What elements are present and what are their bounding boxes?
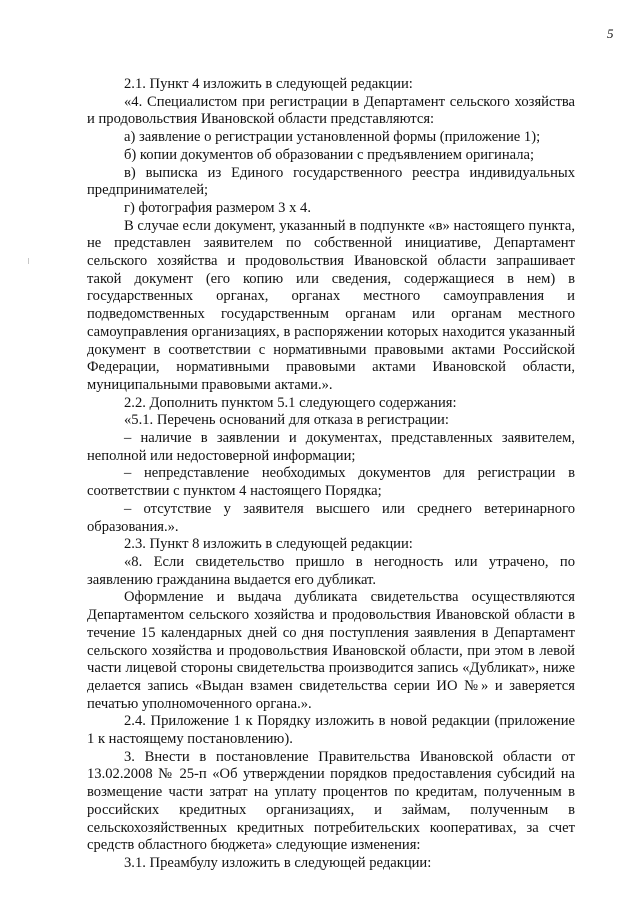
paragraph-2-1: 2.1. Пункт 4 изложить в следующей редакции: [124, 76, 413, 92]
paragraph-2-2: 2.2. Дополнить пунктом 5.1 следующего содержания: [124, 394, 457, 411]
list-item-v: в) выписка из Единого государственного реестра индивидуальных предпринимателей; [87, 164, 575, 199]
paragraph-item-5-1: «5.1. Перечень оснований для отказа в регистрации: [124, 412, 449, 429]
paragraph-item-8: «8. Если свидетельство пришло в негодность или утрачено, по заявлению гражданина выдается его дубликат. [87, 553, 575, 588]
paragraph-2-3: 2.3. Пункт 8 изложить в следующей редакции: [124, 536, 413, 553]
list-item-g: г) фотография размером 3 х 4. [124, 199, 312, 216]
refusal-reason-3: – отсутствие у заявителя высшего или среднего ветеринарного образования.». [87, 500, 575, 535]
list-item-b: б) копии документов об образовании с предъявлением оригинала; [124, 146, 535, 163]
paragraph-request-procedure: В случае если документ, указанный в подпункте «в» настоящего пункта, не представлен заявителем по собственной инициативе, Департамент сельского хозяйства и продовольствия Ивановской области запрашивает такой документ (его копию или сведения, содержащиеся в нем) в государственных органах, органах местного самоуправления и подведомственных государственным органам или органам местного самоуправления организациях, в распоряжении которых находится указанный документ в соответствии с нормативными правовыми актами Российской Федерации, нормативными правовыми актами Ивановской области, муниципальными правовыми актами.». [87, 217, 575, 393]
refusal-reason-2: – непредставление необходимых документов для регистрации в соответствии с пунктом 4 настоящего Порядка; [87, 465, 575, 500]
list-item-a: а) заявление о регистрации установленной формы (приложение 1); [124, 129, 541, 146]
paragraph-duplicate-issue: Оформление и выдача дубликата свидетельства осуществляются Департаментом сельского хозяйства и продовольствия Ивановской области в течение 15 календарных дней со дня поступления заявления в Департамент сельского хозяйства и продовольствия Ивановской области, при этом в левой части лицевой стороны свидетельства производится запись «Дубликат», ниже делается запись «Выдан взамен свидетельства серии ИО №» и заверяется печатью уполномоченного органа.». [87, 589, 575, 712]
margin-mark [28, 258, 29, 264]
paragraph-2-4: 2.4. Приложение 1 к Порядку изложить в новой редакции (приложение 1 к настоящему постановлению). [87, 713, 575, 748]
paragraph-3: 3. Внести в постановление Правительства Ивановской области от 13.02.2008 № 25-п «Об утверждении порядков предоставления субсидий на возмещение части затрат на уплату процентов по кредитам, полученным в российских кредитных организациях, и займам, полученным в сельскохозяйственных кредитных потребительских кооперативах, за счет средств областного бюджета» следующие изменения: [87, 748, 575, 854]
paragraph-3-1: 3.1. Преамбулу изложить в следующей редакции: [124, 854, 432, 871]
document-body [87, 76, 575, 873]
paragraph-item-4: «4. Специалистом при регистрации в Департамент сельского хозяйства и продовольствия Ивановской области представляются: [87, 93, 575, 128]
page-number: 5 [607, 26, 614, 41]
refusal-reason-1: – наличие в заявлении и документах, представленных заявителем, неполной или недостоверной информации; [87, 430, 575, 464]
